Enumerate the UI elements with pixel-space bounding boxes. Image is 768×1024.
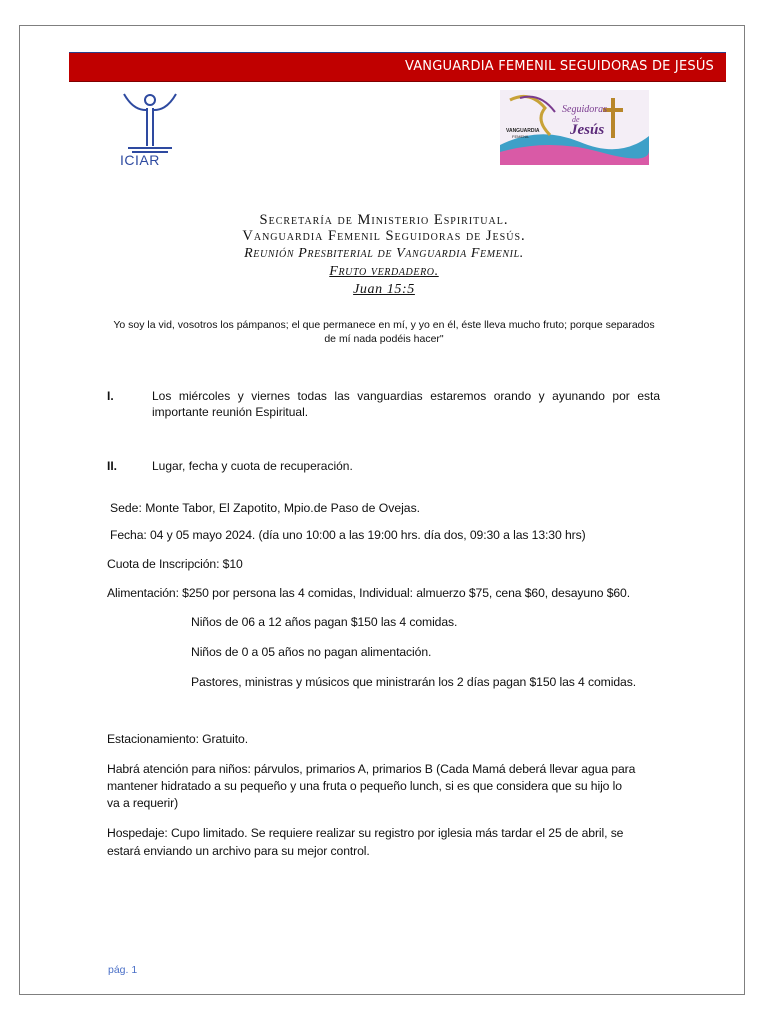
svg-text:VANGUARDIA: VANGUARDIA bbox=[506, 128, 540, 134]
title-vanguardia: Vanguardia Femenil Seguidoras de Jesús. bbox=[242, 228, 526, 244]
ninos-6-12-line: Niños de 06 a 12 años pagan $150 las 4 comidas. bbox=[191, 615, 458, 629]
svg-text:de: de bbox=[572, 115, 580, 124]
ninos-0-5-line: Niños de 0 a 05 años no pagan alimentación. bbox=[191, 645, 432, 659]
list-item-number: II. bbox=[107, 459, 118, 473]
estacionamiento-line: Estacionamiento: Gratuito. bbox=[107, 732, 249, 746]
list-item-text: Los miércoles y viernes todas las vanguardias estaremos orando y ayunando por esta importante reunión Espiritual. bbox=[152, 389, 660, 419]
header-banner bbox=[69, 52, 726, 82]
atencion-line-3: va a requerir) bbox=[107, 796, 179, 810]
svg-text:FEMENIL: FEMENIL bbox=[512, 134, 530, 139]
iciar-logo-label: ICIAR bbox=[120, 152, 160, 168]
atencion-line-1: Habrá atención para niños: párvulos, primarios A, primarios B (Cada Mamá deberá llevar agua para bbox=[107, 762, 636, 776]
seguidoras-logo-graphic bbox=[500, 90, 649, 165]
sede-line: Sede: Monte Tabor, El Zapotito, Mpio.de Paso de Ovejas. bbox=[110, 501, 421, 515]
atencion-line-2: mantener hidratado a su pequeño y una fruta o pequeño lunch, si es que considera que su hijo lo bbox=[107, 779, 622, 793]
scripture-verse: Yo soy la vid, vosotros los pámpanos; el que permanece en mí, y yo en él, éste lleva mucho fruto; porque separados de mí nada podéis hacer" bbox=[113, 319, 655, 345]
svg-text:Jesús: Jesús bbox=[570, 122, 605, 138]
raised-hands-figure-icon bbox=[110, 90, 190, 154]
list-item-text: Lugar, fecha y cuota de recuperación. bbox=[152, 459, 353, 473]
title-verse-reference: Juan 15:5 bbox=[353, 282, 415, 297]
iciar-logo bbox=[110, 90, 190, 170]
hospedaje-line-2: estará enviando un archivo para su mejor control. bbox=[107, 844, 370, 858]
page-number: pág. 1 bbox=[108, 964, 138, 976]
alimentacion-line: Alimentación: $250 por persona las 4 comidas, Individual: almuerzo $75, cena $60, desayuno $60. bbox=[107, 586, 631, 600]
title-secretaria: Secretaría de Ministerio Espiritual. bbox=[259, 212, 509, 228]
list-item-number: I. bbox=[107, 389, 114, 403]
banner-title: VANGUARDIA FEMENIL SEGUIDORAS DE JESÚS bbox=[404, 59, 714, 74]
title-reunion: Reunión Presbiterial de Vanguardia Femenil. bbox=[244, 246, 524, 261]
cuota-line: Cuota de Inscripción: $10 bbox=[107, 557, 243, 571]
svg-text:Seguidoras: Seguidoras bbox=[562, 104, 607, 115]
fecha-line: Fecha: 04 y 05 mayo 2024. (día uno 10:00 a las 19:00 hrs. día dos, 09:30 a las 13:30 hrs) bbox=[110, 528, 586, 542]
pastores-line: Pastores, ministras y músicos que ministrarán los 2 días pagan $150 las 4 comidas. bbox=[191, 675, 636, 689]
title-fruto: Fruto verdadero. bbox=[329, 264, 439, 279]
hospedaje-line-1: Hospedaje: Cupo limitado. Se requiere realizar su registro por iglesia más tardar el 25 de abril, se bbox=[107, 826, 624, 840]
seguidoras-de-jesus-logo bbox=[500, 90, 649, 165]
